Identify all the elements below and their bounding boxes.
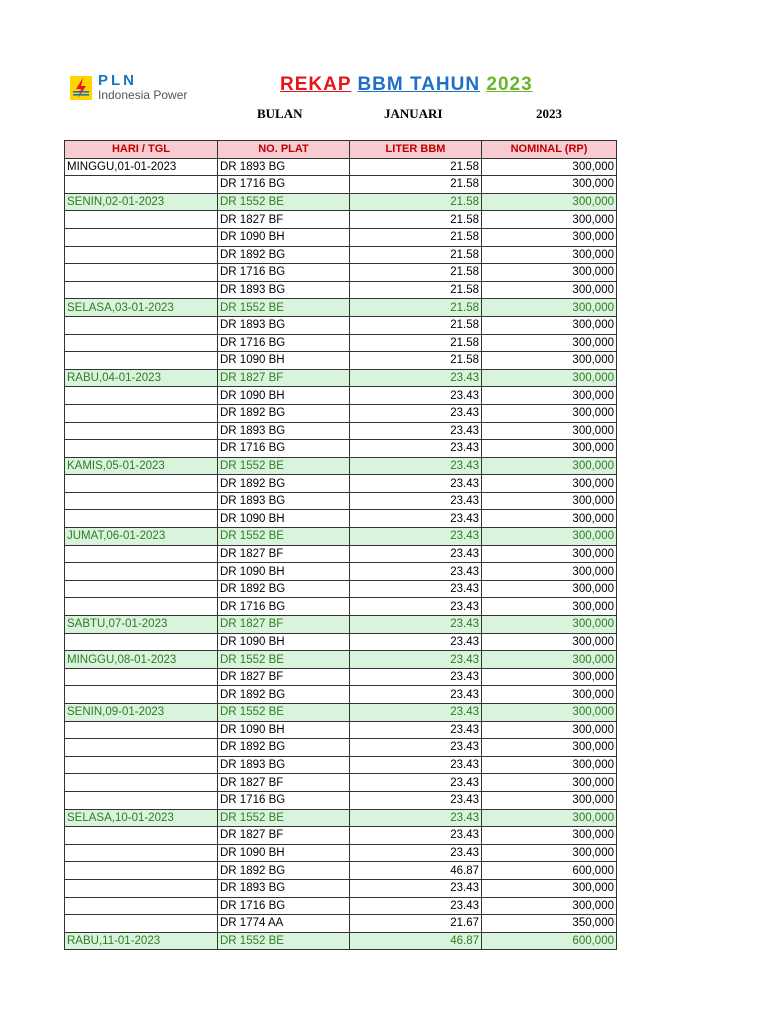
cell-day <box>65 510 218 528</box>
header-hari-tgl: HARI / TGL <box>65 141 218 159</box>
table-row <box>65 211 617 229</box>
cell-day <box>65 264 218 282</box>
cell-day: SABTU,07-01-2023 <box>65 616 218 634</box>
cell-plate: DR 1090 BH <box>218 721 350 739</box>
cell-nominal: 300,000 <box>482 176 617 194</box>
cell-liter: 21.58 <box>350 193 482 211</box>
cell-day <box>65 352 218 370</box>
cell-nominal: 300,000 <box>482 475 617 493</box>
cell-liter: 23.43 <box>350 475 482 493</box>
cell-day <box>65 633 218 651</box>
table-body <box>65 158 617 950</box>
cell-day <box>65 334 218 352</box>
bulan-label: BULAN <box>257 106 303 121</box>
cell-liter: 23.43 <box>350 897 482 915</box>
cell-liter: 23.43 <box>350 580 482 598</box>
table-row <box>65 862 617 880</box>
cell-liter: 23.43 <box>350 545 482 563</box>
table-row <box>65 668 617 686</box>
cell-day: JUMAT,06-01-2023 <box>65 528 218 546</box>
table-row <box>65 563 617 581</box>
cell-liter: 23.43 <box>350 616 482 634</box>
cell-nominal: 300,000 <box>482 193 617 211</box>
cell-liter: 46.87 <box>350 862 482 880</box>
cell-plate: DR 1552 BE <box>218 457 350 475</box>
lightning-bolt-icon <box>70 76 92 100</box>
table-row <box>65 739 617 757</box>
cell-nominal: 300,000 <box>482 668 617 686</box>
cell-liter: 23.43 <box>350 809 482 827</box>
table-row <box>65 299 617 317</box>
cell-plate: DR 1716 BG <box>218 440 350 458</box>
cell-day <box>65 563 218 581</box>
cell-nominal: 300,000 <box>482 352 617 370</box>
cell-nominal: 300,000 <box>482 545 617 563</box>
cell-liter: 23.43 <box>350 721 482 739</box>
cell-day: RABU,04-01-2023 <box>65 369 218 387</box>
cell-plate: DR 1552 BE <box>218 809 350 827</box>
cell-liter: 46.87 <box>350 932 482 950</box>
table-row <box>65 457 617 475</box>
cell-plate: DR 1827 BF <box>218 616 350 634</box>
cell-day <box>65 739 218 757</box>
table-row <box>65 844 617 862</box>
table-row <box>65 721 617 739</box>
cell-liter: 21.58 <box>350 158 482 176</box>
cell-nominal: 300,000 <box>482 211 617 229</box>
cell-liter: 23.43 <box>350 598 482 616</box>
cell-nominal: 300,000 <box>482 774 617 792</box>
table-row <box>65 545 617 563</box>
cell-day <box>65 791 218 809</box>
table-row <box>65 193 617 211</box>
cell-day <box>65 827 218 845</box>
table-row <box>65 316 617 334</box>
cell-day <box>65 404 218 422</box>
table-row <box>65 897 617 915</box>
cell-nominal: 300,000 <box>482 299 617 317</box>
cell-day <box>65 316 218 334</box>
table-row <box>65 651 617 669</box>
cell-day: SENIN,02-01-2023 <box>65 193 218 211</box>
table-row <box>65 633 617 651</box>
cell-day <box>65 897 218 915</box>
cell-nominal: 300,000 <box>482 721 617 739</box>
cell-plate: DR 1090 BH <box>218 352 350 370</box>
year-value: 2023 <box>536 106 562 121</box>
cell-liter: 23.43 <box>350 651 482 669</box>
cell-liter: 23.43 <box>350 404 482 422</box>
cell-plate: DR 1893 BG <box>218 158 350 176</box>
cell-nominal: 600,000 <box>482 932 617 950</box>
cell-liter: 23.43 <box>350 492 482 510</box>
table-row <box>65 246 617 264</box>
cell-day <box>65 281 218 299</box>
cell-plate: DR 1827 BF <box>218 545 350 563</box>
cell-plate: DR 1827 BF <box>218 369 350 387</box>
logo-brand: PLN <box>98 72 137 89</box>
cell-day: SELASA,10-01-2023 <box>65 809 218 827</box>
title-part-year: 2023 <box>486 74 533 95</box>
table-row <box>65 704 617 722</box>
cell-plate: DR 1892 BG <box>218 404 350 422</box>
cell-day: SELASA,03-01-2023 <box>65 299 218 317</box>
cell-plate: DR 1552 BE <box>218 651 350 669</box>
cell-day <box>65 598 218 616</box>
cell-nominal: 300,000 <box>482 264 617 282</box>
header-liter-bbm: LITER BBM <box>350 141 482 159</box>
logo-subtitle: Indonesia Power <box>98 88 188 102</box>
cell-nominal: 300,000 <box>482 228 617 246</box>
cell-nominal: 300,000 <box>482 633 617 651</box>
cell-plate: DR 1893 BG <box>218 492 350 510</box>
cell-nominal: 300,000 <box>482 879 617 897</box>
cell-plate: DR 1090 BH <box>218 563 350 581</box>
cell-day: KAMIS,05-01-2023 <box>65 457 218 475</box>
table-row <box>65 492 617 510</box>
table-row <box>65 756 617 774</box>
cell-day <box>65 387 218 405</box>
table-row <box>65 228 617 246</box>
cell-liter: 23.43 <box>350 369 482 387</box>
cell-plate: DR 1893 BG <box>218 281 350 299</box>
header-no-plat: NO. PLAT <box>218 141 350 159</box>
cell-plate: DR 1552 BE <box>218 704 350 722</box>
cell-nominal: 300,000 <box>482 756 617 774</box>
cell-nominal: 300,000 <box>482 422 617 440</box>
cell-plate: DR 1892 BG <box>218 739 350 757</box>
cell-nominal: 300,000 <box>482 739 617 757</box>
table-row <box>65 616 617 634</box>
cell-day <box>65 228 218 246</box>
table-row <box>65 281 617 299</box>
table-row <box>65 369 617 387</box>
cell-nominal: 300,000 <box>482 457 617 475</box>
cell-nominal: 300,000 <box>482 686 617 704</box>
cell-liter: 23.43 <box>350 739 482 757</box>
table-row <box>65 422 617 440</box>
title-part-rekap: REKAP <box>280 74 352 95</box>
cell-nominal: 300,000 <box>482 616 617 634</box>
cell-plate: DR 1893 BG <box>218 756 350 774</box>
cell-liter: 23.43 <box>350 440 482 458</box>
cell-nominal: 300,000 <box>482 440 617 458</box>
cell-day <box>65 774 218 792</box>
table-row <box>65 774 617 792</box>
month-value: JANUARI <box>384 106 443 121</box>
cell-plate: DR 1716 BG <box>218 791 350 809</box>
table-row <box>65 387 617 405</box>
cell-nominal: 300,000 <box>482 528 617 546</box>
cell-plate: DR 1716 BG <box>218 598 350 616</box>
cell-liter: 23.43 <box>350 879 482 897</box>
cell-liter: 21.58 <box>350 246 482 264</box>
cell-plate: DR 1827 BF <box>218 774 350 792</box>
cell-nominal: 300,000 <box>482 246 617 264</box>
cell-day <box>65 862 218 880</box>
cell-nominal: 300,000 <box>482 809 617 827</box>
cell-day <box>65 440 218 458</box>
header-nominal: NOMINAL (RP) <box>482 141 617 159</box>
cell-plate: DR 1552 BE <box>218 193 350 211</box>
table-row <box>65 475 617 493</box>
cell-day <box>65 422 218 440</box>
cell-plate: DR 1892 BG <box>218 862 350 880</box>
cell-liter: 23.43 <box>350 704 482 722</box>
cell-nominal: 300,000 <box>482 387 617 405</box>
cell-liter: 23.43 <box>350 457 482 475</box>
cell-liter: 23.43 <box>350 791 482 809</box>
cell-plate: DR 1892 BG <box>218 580 350 598</box>
table-row <box>65 598 617 616</box>
pln-logo <box>70 74 210 104</box>
table-row <box>65 176 617 194</box>
table-row <box>65 404 617 422</box>
table-row <box>65 791 617 809</box>
cell-liter: 23.43 <box>350 633 482 651</box>
cell-nominal: 300,000 <box>482 844 617 862</box>
cell-liter: 21.58 <box>350 299 482 317</box>
cell-liter: 23.43 <box>350 756 482 774</box>
cell-day: MINGGU,01-01-2023 <box>65 158 218 176</box>
cell-liter: 23.43 <box>350 827 482 845</box>
cell-plate: DR 1716 BG <box>218 897 350 915</box>
cell-nominal: 350,000 <box>482 915 617 933</box>
table-row <box>65 827 617 845</box>
cell-nominal: 300,000 <box>482 316 617 334</box>
cell-plate: DR 1090 BH <box>218 387 350 405</box>
page-title <box>280 74 533 96</box>
cell-liter: 23.43 <box>350 686 482 704</box>
cell-plate: DR 1552 BE <box>218 932 350 950</box>
table-row <box>65 686 617 704</box>
cell-plate: DR 1827 BF <box>218 211 350 229</box>
cell-liter: 23.43 <box>350 528 482 546</box>
cell-day <box>65 246 218 264</box>
cell-plate: DR 1892 BG <box>218 475 350 493</box>
cell-nominal: 300,000 <box>482 158 617 176</box>
cell-liter: 21.58 <box>350 264 482 282</box>
cell-plate: DR 1090 BH <box>218 633 350 651</box>
cell-nominal: 300,000 <box>482 827 617 845</box>
cell-liter: 21.67 <box>350 915 482 933</box>
cell-plate: DR 1827 BF <box>218 827 350 845</box>
cell-plate: DR 1893 BG <box>218 316 350 334</box>
cell-liter: 21.58 <box>350 176 482 194</box>
cell-plate: DR 1716 BG <box>218 334 350 352</box>
cell-liter: 23.43 <box>350 563 482 581</box>
cell-plate: DR 1090 BH <box>218 228 350 246</box>
cell-day <box>65 915 218 933</box>
cell-plate: DR 1892 BG <box>218 686 350 704</box>
table-row <box>65 334 617 352</box>
cell-liter: 21.58 <box>350 228 482 246</box>
cell-nominal: 600,000 <box>482 862 617 880</box>
cell-day <box>65 668 218 686</box>
table-row <box>65 932 617 950</box>
cell-liter: 23.43 <box>350 668 482 686</box>
title-part-bbm: BBM TAHUN <box>357 74 481 95</box>
cell-day <box>65 545 218 563</box>
cell-day <box>65 211 218 229</box>
cell-liter: 21.58 <box>350 211 482 229</box>
cell-nominal: 300,000 <box>482 369 617 387</box>
cell-nominal: 300,000 <box>482 704 617 722</box>
cell-day <box>65 686 218 704</box>
cell-liter: 23.43 <box>350 774 482 792</box>
cell-nominal: 300,000 <box>482 651 617 669</box>
table-row <box>65 440 617 458</box>
cell-nominal: 300,000 <box>482 598 617 616</box>
cell-nominal: 300,000 <box>482 791 617 809</box>
cell-plate: DR 1716 BG <box>218 176 350 194</box>
cell-day <box>65 492 218 510</box>
cell-day <box>65 879 218 897</box>
cell-plate: DR 1893 BG <box>218 879 350 897</box>
cell-day: SENIN,09-01-2023 <box>65 704 218 722</box>
cell-nominal: 300,000 <box>482 281 617 299</box>
cell-plate: DR 1892 BG <box>218 246 350 264</box>
cell-nominal: 300,000 <box>482 580 617 598</box>
cell-nominal: 300,000 <box>482 897 617 915</box>
cell-liter: 23.43 <box>350 844 482 862</box>
cell-nominal: 300,000 <box>482 334 617 352</box>
cell-day <box>65 475 218 493</box>
bbm-table <box>64 140 617 950</box>
cell-plate: DR 1774 AA <box>218 915 350 933</box>
cell-liter: 21.58 <box>350 334 482 352</box>
cell-day <box>65 756 218 774</box>
cell-liter: 23.43 <box>350 387 482 405</box>
table-row <box>65 528 617 546</box>
table-row <box>65 510 617 528</box>
cell-day <box>65 580 218 598</box>
cell-liter: 21.58 <box>350 281 482 299</box>
table-row <box>65 352 617 370</box>
cell-day <box>65 176 218 194</box>
cell-plate: DR 1090 BH <box>218 844 350 862</box>
cell-day <box>65 721 218 739</box>
cell-plate: DR 1827 BF <box>218 668 350 686</box>
table-row <box>65 158 617 176</box>
table-row <box>65 809 617 827</box>
cell-nominal: 300,000 <box>482 492 617 510</box>
cell-liter: 23.43 <box>350 422 482 440</box>
cell-day: MINGGU,08-01-2023 <box>65 651 218 669</box>
cell-plate: DR 1716 BG <box>218 264 350 282</box>
cell-nominal: 300,000 <box>482 510 617 528</box>
cell-liter: 21.58 <box>350 352 482 370</box>
cell-plate: DR 1893 BG <box>218 422 350 440</box>
cell-liter: 23.43 <box>350 510 482 528</box>
cell-day: RABU,11-01-2023 <box>65 932 218 950</box>
cell-plate: DR 1090 BH <box>218 510 350 528</box>
cell-plate: DR 1552 BE <box>218 528 350 546</box>
table-row <box>65 264 617 282</box>
cell-nominal: 300,000 <box>482 563 617 581</box>
cell-day <box>65 844 218 862</box>
cell-nominal: 300,000 <box>482 404 617 422</box>
table-row <box>65 879 617 897</box>
table-row <box>65 915 617 933</box>
table-row <box>65 580 617 598</box>
cell-plate: DR 1552 BE <box>218 299 350 317</box>
table-header-row <box>65 141 617 159</box>
cell-liter: 21.58 <box>350 316 482 334</box>
